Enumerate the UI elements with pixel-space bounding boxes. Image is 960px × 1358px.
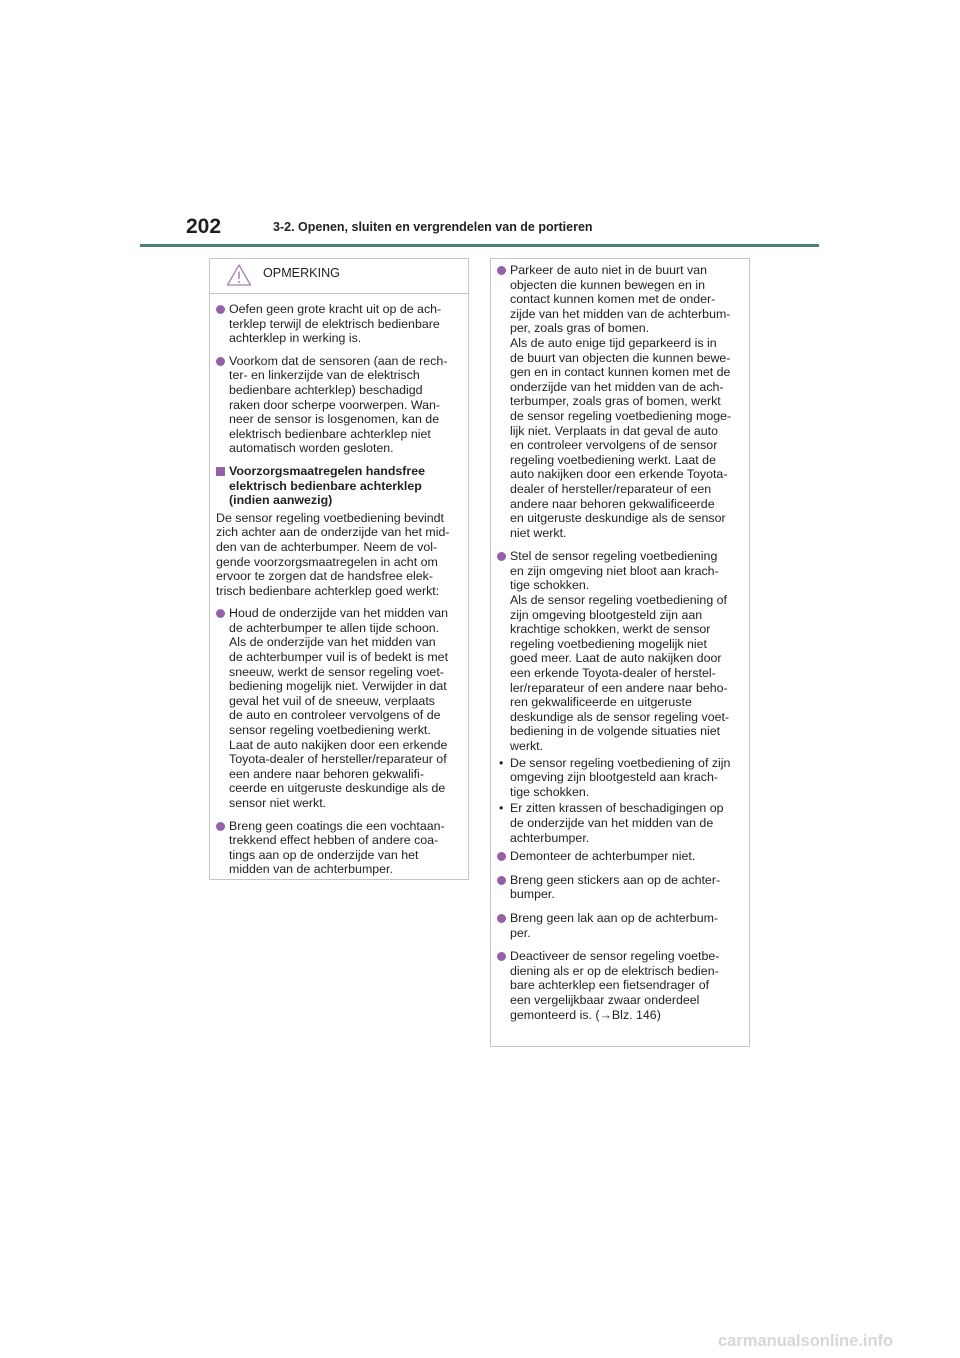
- text-line: de sensor regeling voetbediening moge-: [510, 408, 732, 423]
- text-line: bediening in de volgende situaties niet: [510, 724, 721, 739]
- header-rule: [140, 244, 819, 247]
- text-line: tige schokken.: [510, 578, 590, 593]
- note-label: OPMERKING: [263, 266, 340, 280]
- bullet-item: [216, 606, 461, 810]
- text-line: achterklep in werking is.: [229, 331, 362, 346]
- right-sub-bullets: [497, 756, 741, 846]
- text-line: ceerde en uitgeruste deskundige als de: [229, 781, 446, 796]
- text-line: deskundige als de sensor regeling voet-: [510, 709, 730, 724]
- text-line: elektrisch bedienbare achterklep niet: [229, 426, 431, 441]
- text-line: gende voorzorgsmaatregelen in acht om: [216, 554, 438, 569]
- text-line: ren gekwalificeerde en uitgeruste: [510, 695, 692, 710]
- text-line: Houd de onderzijde van het midden van: [229, 606, 449, 621]
- sub-bullet-item: [497, 801, 741, 845]
- bullet-item: [216, 354, 461, 456]
- text-line: niet werkt.: [510, 525, 567, 540]
- text-line: terklep terwijl de elektrisch bedienbare: [229, 316, 440, 331]
- text-line: tige schokken.: [510, 784, 590, 799]
- note-bullets: [216, 302, 461, 456]
- text-line: ter- en linkerzijde van de elektrisch: [229, 368, 420, 383]
- text-line: Toyota-dealer of hersteller/reparateur of: [229, 752, 447, 767]
- note-bullets-2: [216, 606, 461, 877]
- text-line: zich achter aan de onderzijde van het mid-: [216, 525, 450, 540]
- text-line: den van de achterbumper. Neem de vol-: [216, 539, 438, 554]
- text-line: neer de sensor is losgenomen, kan de: [229, 412, 440, 427]
- text-line: onderzijde van het midden van de ach-: [510, 379, 724, 394]
- text-line: een andere naar behoren gekwalifi-: [229, 766, 424, 781]
- page-number: 202: [186, 215, 222, 238]
- text-line: elektrisch bedienbare achterklep: [229, 478, 422, 493]
- text-line: regeling voetbediening mogelijk niet: [510, 636, 708, 651]
- text-line: objecten die kunnen bewegen en in: [510, 277, 705, 292]
- note-box: [209, 258, 469, 880]
- text-line: per, zoals gras of bomen.: [510, 321, 650, 336]
- text-line: Als de sensor regeling voetbediening of: [510, 593, 727, 608]
- text-line: Deactiveer de sensor regeling voetbe-: [510, 949, 720, 964]
- bullet-item: [216, 302, 461, 346]
- text-line: contact kunnen komen met de onder-: [510, 292, 716, 307]
- text-line: werkt.: [510, 739, 544, 753]
- text-line: sneeuw, werkt de sensor regeling voet-: [229, 664, 444, 679]
- text-line: zijde van het midden van de achterbum-: [510, 306, 731, 321]
- text-line: automatisch worden gesloten.: [229, 441, 394, 456]
- text-line: de onderzijde van het midden van de: [510, 815, 714, 830]
- bullet-item: [497, 549, 741, 753]
- text-line: een erkende Toyota-dealer of herstel-: [510, 666, 716, 681]
- text-line: Stel de sensor regeling voetbediening: [510, 549, 718, 564]
- text-line: tings aan op de onderzijde van het: [229, 847, 419, 862]
- bullet-item: [497, 263, 741, 540]
- text-line: krachtige schokken, werkt de sensor: [510, 622, 711, 637]
- text-line: sensor niet werkt.: [229, 796, 327, 810]
- text-line: trisch bedienbare achterklep goed werkt:: [216, 583, 440, 598]
- right-bullets-b: [497, 849, 741, 1022]
- text-line: Parkeer de auto niet in de buurt van: [510, 263, 708, 277]
- text-line: bedienbare achterklep) beschadigd: [229, 382, 423, 397]
- text-line: • De sensor regeling voetbediening of zijn: [510, 755, 731, 770]
- text-line: achterbumper.: [510, 830, 590, 845]
- text-line: de auto en controleer vervolgens of de: [229, 708, 441, 723]
- bullet-item: [216, 819, 461, 877]
- text-line: Voorzorgsmaatregelen handsfree: [229, 463, 426, 478]
- text-line: raken door scherpe voorwerpen. Wan-: [229, 397, 440, 412]
- text-line: De sensor regeling voetbediening bevindt: [216, 510, 445, 525]
- text-line: trekkend effect hebben of andere coa-: [229, 833, 439, 848]
- text-line: regeling voetbediening werkt. Laat de: [510, 452, 716, 467]
- right-bullets-a: [497, 263, 741, 754]
- text-line: bare achterklep een fietsendrager of: [510, 978, 710, 993]
- text-line: (indien aanwezig): [229, 493, 333, 508]
- text-line: Breng geen coatings die een vochtaan-: [229, 818, 445, 833]
- text-line: bumper.: [510, 887, 555, 902]
- text-line: sensor regeling voetbediening werkt.: [229, 723, 431, 738]
- section-title: [216, 464, 461, 508]
- continued-note-box: [490, 258, 750, 1047]
- text-line: diening als er op de elektrisch bedien-: [510, 963, 719, 978]
- text-line: Breng geen stickers aan op de achter-: [510, 872, 721, 887]
- text-line: omgeving zijn blootgesteld aan krach-: [510, 770, 719, 785]
- text-line: gen en in contact kunnen komen met de: [510, 365, 731, 380]
- text-line: lijk niet. Verplaats in dat geval de auto: [510, 423, 719, 438]
- warning-triangle-icon: [226, 263, 252, 287]
- text-line: geval het vuil of de sneeuw, verplaats: [229, 693, 435, 708]
- text-line: andere naar behoren gekwalificeerde: [510, 496, 715, 511]
- text-line: midden van de achterbumper.: [229, 862, 393, 877]
- text-line: zijn omgeving blootgesteld zijn aan: [510, 607, 703, 622]
- bullet-item: [497, 849, 741, 864]
- text-line: bediening mogelijk niet. Verwijder in dat: [229, 679, 447, 694]
- text-line: ervoor te zorgen dat de handsfree elek-: [216, 569, 433, 584]
- text-line: Demonteer de achterbumper niet.: [510, 849, 696, 864]
- chapter-title: 3-2. Openen, sluiten en vergrendelen van de portieren: [273, 220, 593, 234]
- text-line: de buurt van objecten die kunnen bewe-: [510, 350, 731, 365]
- text-line: terbumper, zoals gras of bomen, werkt: [510, 394, 721, 409]
- sub-bullet-item: [497, 756, 741, 800]
- section-intro: [216, 511, 461, 599]
- text-line: Als de auto enige tijd geparkeerd is in: [510, 335, 717, 350]
- text-line: en zijn omgeving niet bloot aan krach-: [510, 563, 719, 578]
- watermark: carmanualsonline.info: [718, 1332, 894, 1350]
- text-line: en controleer vervolgens of de sensor: [510, 438, 718, 453]
- text-line: de achterbumper te allen tijde schoon.: [229, 620, 440, 635]
- bullet-item: [497, 873, 741, 902]
- text-line: de achterbumper vuil is of bedekt is met: [229, 650, 449, 665]
- text-line: • Er zitten krassen of beschadigingen op: [510, 801, 724, 816]
- text-line: auto nakijken door een erkende Toyota-: [510, 467, 728, 482]
- text-line: Voorkom dat de sensoren (aan de rech-: [229, 353, 448, 368]
- text-line: Laat de auto nakijken door een erkende: [229, 737, 448, 752]
- text-line: ler/reparateur of een andere naar beho-: [510, 680, 728, 695]
- note-header: [210, 259, 468, 294]
- text-line: Als de onderzijde van het midden van: [229, 635, 436, 650]
- text-line: gemonteerd is. (→Blz. 146): [510, 1007, 661, 1022]
- bullet-item: [497, 911, 741, 940]
- text-line: Breng geen lak aan op de achterbum-: [510, 910, 719, 925]
- text-line: een vergelijkbaar zwaar onderdeel: [510, 992, 700, 1007]
- text-line: per.: [510, 925, 531, 940]
- text-line: goed meer. Laat de auto nakijken door: [510, 651, 722, 666]
- bullet-item: [497, 949, 741, 1022]
- text-line: Oefen geen grote kracht uit op de ach-: [229, 302, 442, 316]
- text-line: en uitgeruste deskundige als de sensor: [510, 511, 726, 526]
- text-line: dealer of hersteller/reparateur of een: [510, 481, 712, 496]
